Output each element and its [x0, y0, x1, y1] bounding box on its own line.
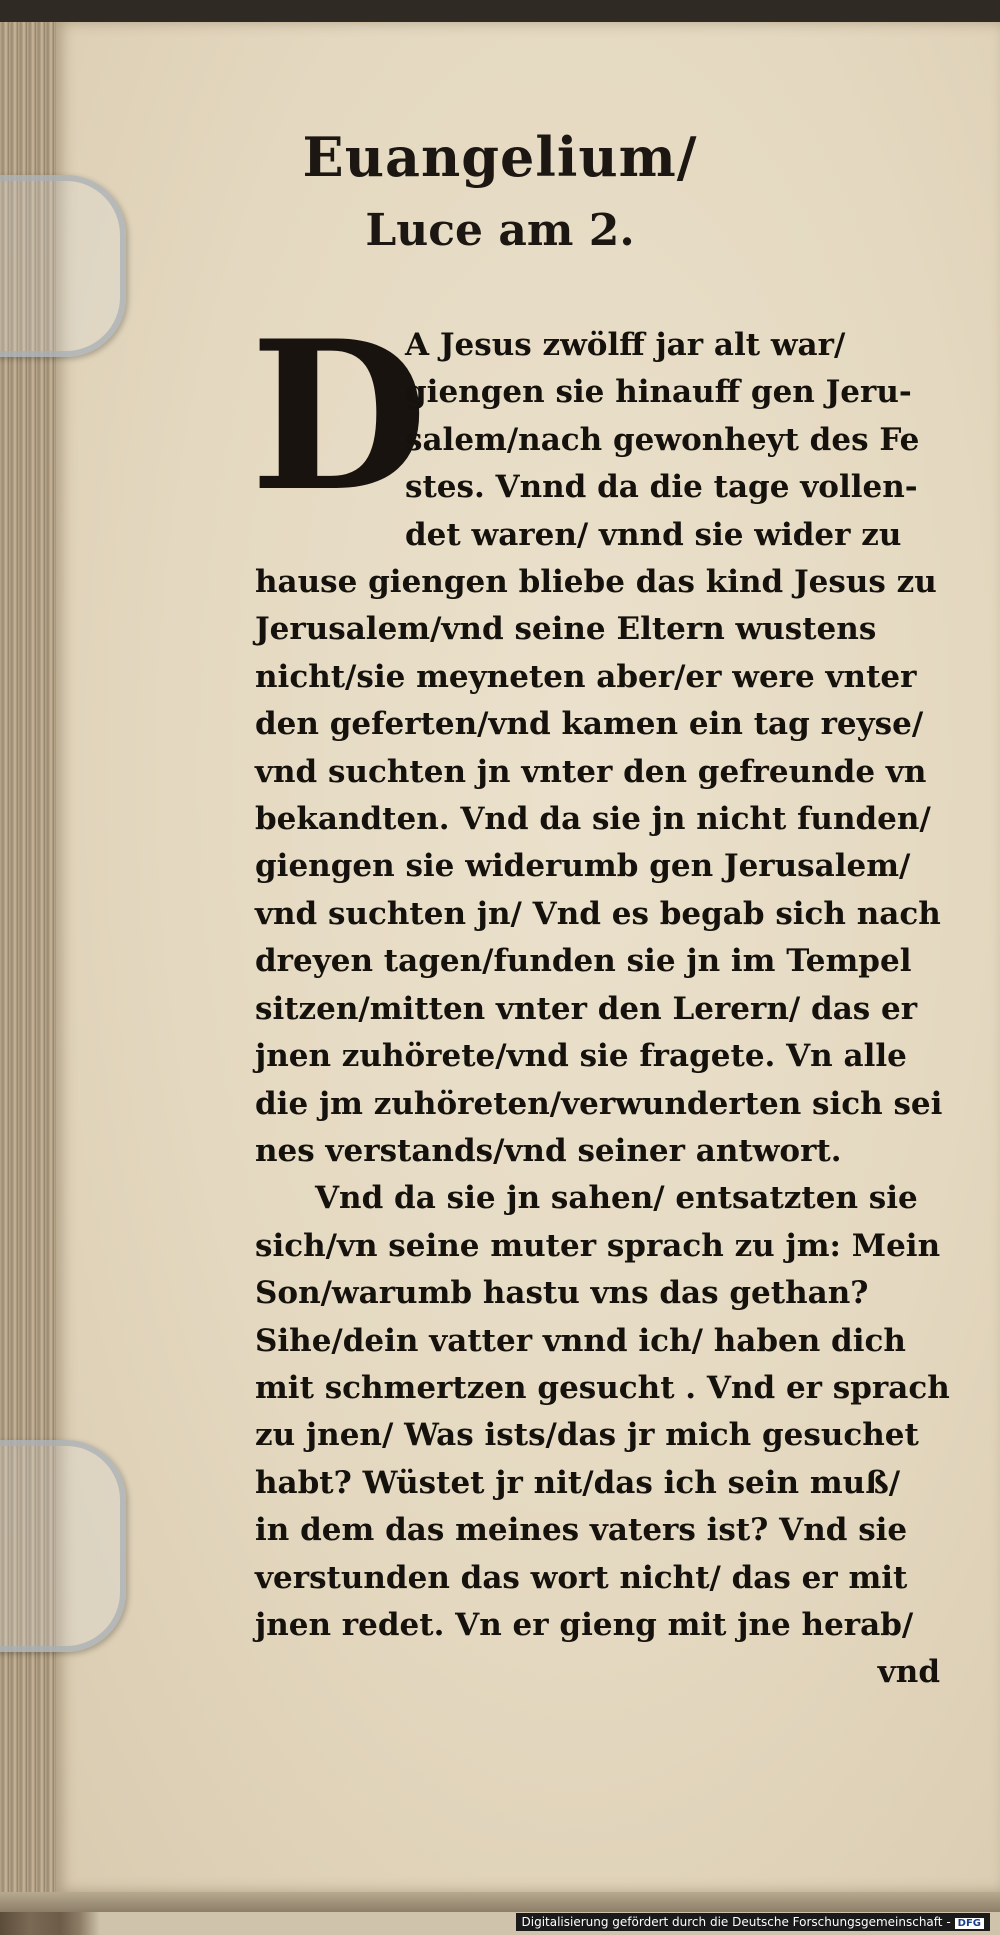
scan-top-border	[0, 0, 1000, 22]
text-line: jnen zuhörete/vnd sie fragete. Vn alle	[255, 1038, 907, 1075]
page-clip-bottom	[0, 1440, 126, 1652]
text-line: A Jesus zwölff jar alt war/	[405, 327, 846, 363]
text-line: Son/warumb hastu vns das gethan?	[255, 1275, 869, 1312]
text-line: den geferten/vnd kamen ein tag reyse/	[255, 706, 924, 743]
text-line: zu jnen/ Was ists/das jr mich gesuchet	[255, 1417, 919, 1454]
digitization-credit	[516, 1913, 991, 1931]
credit-text: Digitalisierung gefördert durch die Deutsche Forschungsgemeinschaft -	[521, 1915, 951, 1929]
text-line: bekandten. Vnd da sie jn nicht funden/	[255, 801, 931, 838]
body-text	[255, 322, 950, 1697]
catchword: vnd	[877, 1654, 940, 1691]
text-line: vnd suchten jn vnter den gefreunde vn	[255, 753, 927, 790]
page-subtitle: Luce am 2.	[365, 205, 635, 256]
text-line: Sihe/dein vatter vnnd ich/ haben dich	[255, 1322, 906, 1359]
page-clip-top	[0, 175, 126, 357]
text-line: sitzen/mitten vnter den Lerern/ das er	[255, 990, 918, 1027]
text-line: salem/nach gewonheyt des Fe	[405, 421, 920, 458]
page-title: Euangelium/	[302, 125, 698, 189]
text-line: jnen redet. Vn er gieng mit jne herab/	[255, 1606, 914, 1643]
text-line: stes. Vnnd da die tage vollen-	[405, 469, 918, 506]
text-line: in dem das meines vaters ist? Vnd sie	[255, 1512, 908, 1549]
text-line: habt? Wüstet jr nit/das ich sein muß/	[255, 1464, 901, 1501]
text-line: det waren/ vnnd sie wider zu	[405, 516, 902, 553]
text-line: hause giengen bliebe das kind Jesus zu	[255, 564, 937, 601]
scan-bottom-border	[0, 1892, 1000, 1912]
text-line: Jerusalem/vnd seine Eltern wustens	[255, 611, 877, 648]
text-line: verstunden das wort nicht/ das er mit	[255, 1559, 908, 1596]
text-line: sich/vn seine muter sprach zu jm: Mein	[255, 1227, 941, 1264]
text-line: nes verstands/vnd seiner antwort.	[255, 1132, 842, 1169]
text-line: nicht/sie meyneten aber/er were vnter	[255, 658, 917, 695]
text-line: giengen sie widerumb gen Jerusalem/	[255, 848, 911, 885]
text-line: vnd suchten jn/ Vnd es begab sich nach	[255, 895, 941, 932]
text-line: die jm zuhöreten/verwunderten sich sei	[255, 1085, 943, 1122]
drop-cap-letter: D	[250, 297, 428, 537]
text-line: Vnd da sie jn sahen/ entsatzten sie	[315, 1180, 918, 1217]
text-line: mit schmertzen gesucht . Vnd er sprach	[255, 1369, 950, 1406]
dfg-logo: DFG	[955, 1918, 984, 1929]
text-line: dreyen tagen/funden sie jn im Tempel	[255, 943, 912, 980]
text-line: giengen sie hinauff gen Jeru-	[405, 374, 912, 411]
